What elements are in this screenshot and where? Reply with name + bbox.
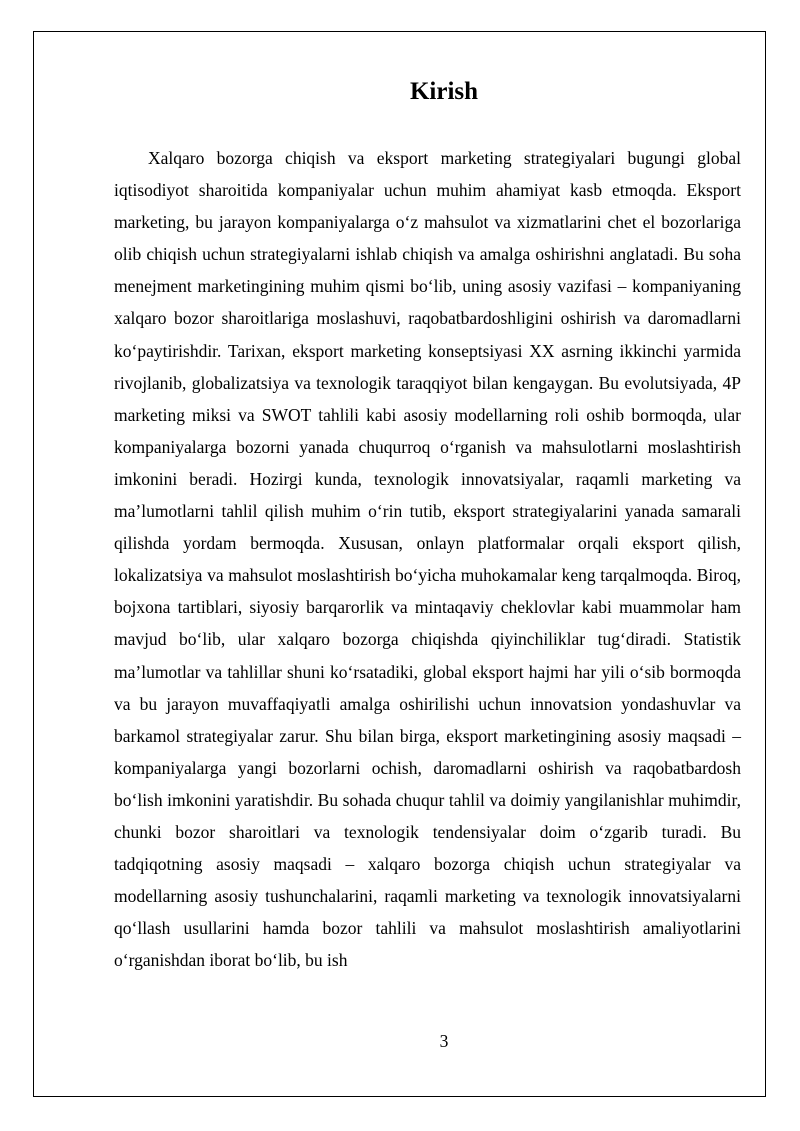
page-number: 3 — [439, 1031, 449, 1051]
page-title: Kirish — [409, 78, 479, 105]
body-paragraph: Xalqaro bozorga chiqish va eksport marketing strategiyalari bugungi global iqtisodiyot sharoitida kompaniyalar uchun muhim ahamiyat kasb etmoqda. Eksport marketing, bu jarayon kompaniyalarga o‘z mahsulot va xizmatlarini chet el bozorlariga olib chiqish uchun strategiyalarni ishlab chiqish va amalga oshirishni anglatadi. Bu soha menejment marketingining muhim qismi bo‘lib, uning asosiy vazifasi – kompaniyaning xalqaro bozor sharoitlariga moslashuvi, raqobatbardoshligini oshirish va daromadlarni ko‘paytirishdir. Tarixan, eksport marketing konseptsiyasi XX asrning ikkinchi yarmida rivojlanib, globalizatsiya va texnologik taraqqiyot bilan kengaygan. Bu evolutsiyada, 4P marketing miksi va SWOT tahlili kabi asosiy modellarning roli oshib bormoqda, ular kompaniyalarga bozorni yanada chuqurroq o‘rganish va mahsulotlarni moslashtirish imkonini beradi. Hozirgi kunda, texnologik innovatsiyalar, raqamli marketing va ma’lumotlarni tahlil qilish muhim o‘rin tutib, eksport strategiyalarini yanada samarali qilishda yordam bermoqda. Xususan, onlayn platformalar orqali eksport qilish, lokalizatsiya va mahsulot moslashtirish bo‘yicha muhokamalar keng tarqalmoqda. Biroq, bojxona tartiblari, siyosiy barqarorlik va mintaqaviy cheklovlar kabi muammolar ham mavjud bo‘lib, ular xalqaro bozorga chiqishda qiyinchiliklar tug‘diradi. Statistik ma’lumotlar va tahlillar shuni ko‘rsatadiki, global eksport hajmi har yili o‘sib bormoqda va bu jarayon muvaffaqiyatli amalga oshirilishi uchun innovatsion yondashuvlar va barkamol strategiyalar zarur. Shu bilan birga, eksport marketingining asosiy maqsadi – kompaniyalarga yangi bozorlarni ochish, daromadlarni oshirish va raqobatbardosh bo‘lish imkonini yaratishdir. Bu sohada chuqur tahlil va doimiy yangilanishlar muhimdir, chunki bozor sharoitlari va texnologik tendensiyalar doim o‘zgarib turadi. Bu tadqiqotning asosiy maqsadi – xalqaro bozorga chiqish uchun strategiyalar va modellarning asosiy tushunchalarini, raqamli marketing va texnologik innovatsiyalarni qo‘llash usullarini hamda bozor tahlili va mahsulot moslashtirish amaliyotlarini o‘rganishdan iborat bo‘lib, bu ish — [114, 148, 741, 971]
